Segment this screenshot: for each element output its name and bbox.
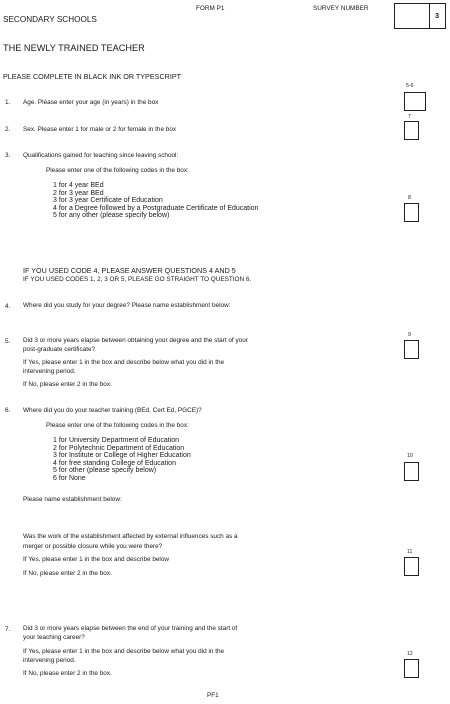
code-7: 7 — [408, 114, 411, 120]
q6-option: 2 for Polytechnic Department of Education — [53, 444, 185, 452]
q6-text: Where did you do your teacher training (BEd, Cert Ed, PGCE)? — [23, 407, 202, 414]
q6-option: 5 for other (please specify below) — [53, 467, 157, 475]
external-influence-box[interactable] — [404, 557, 419, 576]
page-title: THE NEWLY TRAINED TEACHER — [3, 43, 145, 53]
qualification-box[interactable] — [404, 203, 419, 222]
q3-option: 3 for 3 year Certificate of Education — [53, 197, 163, 205]
q2-text: Sex. Please enter 1 for male or 2 for female in the box — [23, 126, 177, 133]
survey-number-cell — [429, 4, 445, 28]
q3-option: 2 for 3 year BEd — [53, 189, 104, 197]
code-11: 11 — [407, 549, 413, 555]
q6-external-1: Was the work of the establishment affected by external influences such as a — [23, 533, 238, 540]
q5-yes-2: intervening period. — [23, 368, 76, 375]
form-label: FORM P1 — [196, 5, 225, 12]
survey-number-value: 3 — [435, 11, 439, 20]
q6-option: 1 for University Department of Education — [53, 437, 180, 444]
q6-options — [53, 437, 191, 483]
code-9: 9 — [408, 332, 411, 338]
q5-no: If No, please enter 2 in the box. — [23, 381, 112, 388]
q3-option: 4 for a Degree followed by a Postgraduate Certificate of Education — [53, 204, 259, 212]
q3-number: 3. — [5, 152, 11, 159]
sex-box[interactable] — [404, 121, 419, 140]
completion-instruction: PLEASE COMPLETE IN BLACK INK OR TYPESCRIPT — [3, 72, 182, 81]
routing-line-2: IF YOU USED CODES 1, 2, 3 OR 5, PLEASE GO STRAIGHT TO QUESTION 6. — [23, 276, 252, 283]
code-5-6: 5-6 — [406, 83, 414, 89]
age-box[interactable] — [404, 92, 426, 111]
q3-instruction: Please enter one of the following codes in the box: — [46, 167, 189, 174]
q3-text: Qualifications gained for teaching since leaving school: — [23, 152, 179, 159]
secondary-schools-label: SECONDARY SCHOOLS — [3, 15, 97, 24]
code-8: 8 — [408, 195, 411, 201]
code-12: 12 — [407, 651, 413, 657]
q6-yes: If Yes, please enter 1 in the box and describe below — [23, 556, 170, 563]
q2-number: 2. — [5, 126, 11, 133]
q1-number: 1. — [5, 99, 11, 106]
q6-option: 6 for None — [53, 474, 86, 482]
q4-text: Where did you study for your degree? Please name establishment below: — [23, 302, 231, 309]
q7-no: If No, please enter 2 in the box. — [23, 670, 112, 677]
q5-number: 5. — [5, 338, 11, 345]
q6-external-2: merger or possible closure while you were there? — [23, 543, 163, 550]
degree-gap-box[interactable] — [404, 340, 419, 359]
q6-option: 3 for Institute or College of Higher Education — [53, 452, 191, 460]
q5-line-2: post-graduate certificate? — [23, 346, 96, 353]
q7-yes-1: If Yes, please enter 1 in the box and describe below what you did in the — [23, 648, 225, 655]
q3-options — [53, 182, 258, 220]
q7-number: 7. — [5, 626, 11, 633]
survey-number-box — [394, 3, 446, 29]
training-box[interactable] — [404, 462, 419, 481]
survey-number-label: SURVEY NUMBER — [313, 5, 369, 12]
q5-yes-1: If Yes, please enter 1 in the box and describe below what you did in the — [23, 359, 225, 366]
q7-yes-2: intervening period. — [23, 657, 76, 664]
q6-option: 4 for free standing College of Education — [53, 459, 176, 467]
training-gap-box[interactable] — [404, 659, 419, 678]
q6-no: If No, please enter 2 in the box. — [23, 570, 112, 577]
q3-option: 1 for 4 year BEd — [53, 182, 104, 189]
code-10: 10 — [407, 453, 413, 459]
page-footer: PF1 — [207, 692, 219, 699]
q6-number: 6. — [5, 407, 11, 414]
q7-line-1: Did 3 or more years elapse between the end of your training and the start of — [23, 625, 238, 632]
q6-instruction: Please enter one of the following codes in the box: — [46, 422, 189, 429]
q4-number: 4. — [5, 303, 11, 310]
q3-option: 5 for any other (please specify below) — [53, 212, 170, 220]
q6-name-establishment: Please name establishment below: — [23, 496, 122, 503]
q5-line-1: Did 3 or more years elapse between obtaining your degree and the start of your — [23, 337, 248, 344]
q7-line-2: your teaching career? — [23, 634, 85, 641]
routing-line-1: IF YOU USED CODE 4, PLEASE ANSWER QUESTIONS 4 AND 5 — [23, 266, 236, 275]
q1-text: Age. Please enter your age (in years) in the box — [23, 99, 159, 106]
